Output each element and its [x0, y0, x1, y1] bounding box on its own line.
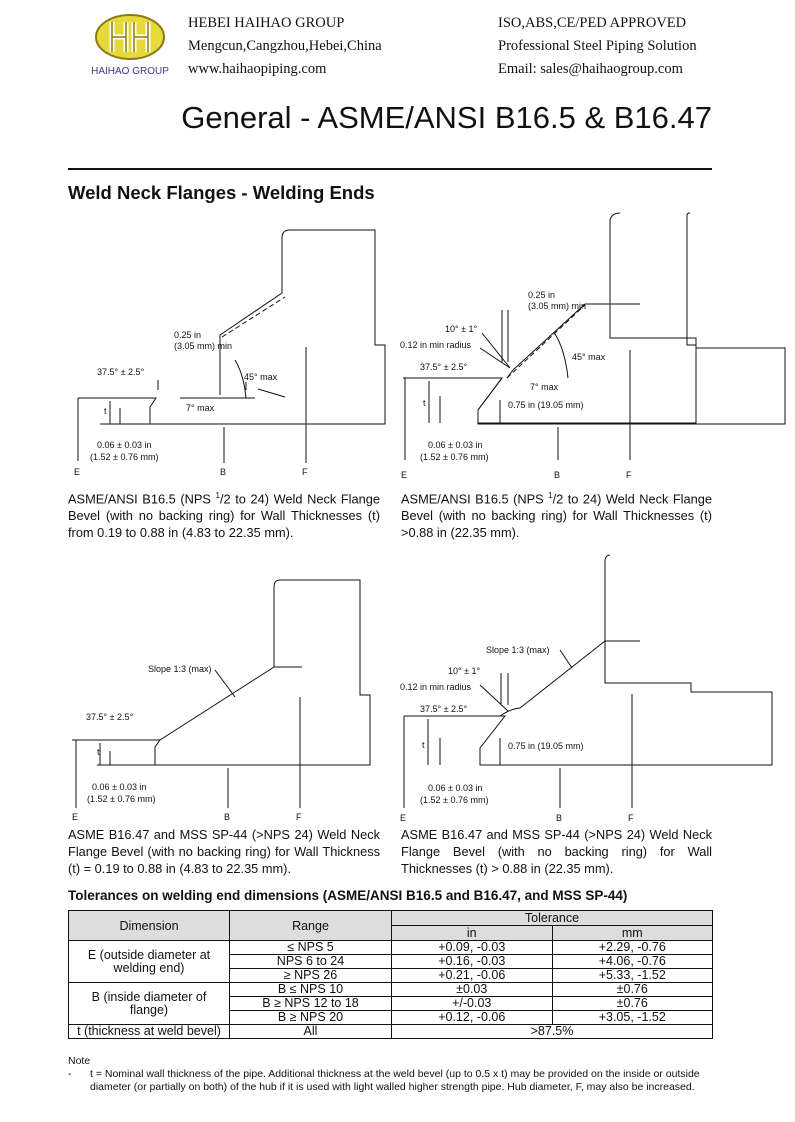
t-label: t — [422, 740, 425, 750]
approval-text: ISO,ABS,CE/PED APPROVED — [498, 15, 687, 31]
b-label: B — [556, 813, 563, 823]
bevel-angle-label: 37.5° ± 2.5° — [86, 712, 134, 722]
b-label: B — [554, 470, 561, 480]
land-label: 0.06 ± 0.03 in — [428, 783, 483, 793]
b-label: B — [224, 812, 231, 822]
e-label: E — [74, 467, 81, 477]
header-dimension: Dimension — [69, 911, 230, 941]
note-label: Note — [68, 1055, 91, 1067]
table-row: ≥ NPS 26 +0.21, -0.06 +5.33, -1.52 — [69, 969, 713, 983]
land-label: 0.06 ± 0.03 in — [428, 440, 483, 450]
caption-1: ASME/ANSI B16.5 (NPS $^1$/2 to 24) Weld Neck Flange Bevel (with no backing ring) for Wall Thicknesses (t) from 0.19 to 0.88 in (4.83 to 22.35 mm). — [68, 491, 380, 541]
email-text[interactable]: Email: sales@haihaogroup.com — [498, 61, 683, 77]
company-info — [188, 12, 382, 81]
header-in: in — [392, 926, 553, 941]
wall-mm-label: (3.05 mm) min — [528, 301, 587, 311]
dim-e-label: E (outside diameter at welding end) — [69, 941, 230, 983]
figure-b1647-thin-wall — [70, 575, 390, 825]
dim-075-label: 0.75 in (19.05 mm) — [508, 741, 584, 751]
table-row: t (thickness at weld bevel) All >87.5% — [69, 1025, 713, 1039]
f-label: F — [628, 813, 634, 823]
caption-3: ASME B16.47 and MSS SP-44 (>NPS 24) Weld Neck Flange Bevel (with no backing ring) for Wall Thickness (t) = 0.19 to 0.88 in (4.83 to 22.35 mm). — [68, 827, 380, 876]
e-label: E — [400, 813, 407, 823]
f-label: F — [626, 470, 632, 480]
haihao-logo — [90, 12, 170, 80]
table-row: B ≥ NPS 20 +0.12, -0.06 +3.05, -1.52 — [69, 1011, 713, 1025]
figure-b165-thin-wall — [70, 225, 390, 480]
bevel-angle-label: 37.5° ± 2.5° — [97, 367, 145, 377]
land-mm-label: (1.52 ± 0.76 mm) — [420, 452, 489, 462]
header-mm: mm — [552, 926, 713, 941]
header-tolerance: Tolerance — [392, 911, 713, 926]
dim-t-label: t (thickness at weld bevel) — [69, 1025, 230, 1039]
t-label: t — [423, 398, 426, 408]
page-title: General - ASME/ANSI B16.5 & B16.47 — [181, 100, 712, 135]
wall-label: 0.25 in — [174, 330, 202, 340]
bevel-angle-label: 37.5° ± 2.5° — [420, 362, 468, 372]
land-label: 0.06 ± 0.03 in — [97, 440, 152, 450]
figure-b1647-thick-wall — [400, 553, 720, 825]
land-mm-label: (1.52 ± 0.76 mm) — [87, 794, 156, 804]
logo-text: HAIHAO GROUP — [91, 66, 169, 77]
wall-mm-label: (3.05 mm) min — [174, 341, 233, 351]
t-label: t — [97, 747, 100, 757]
table-row: E (outside diameter at welding end) ≤ NPS 5 +0.09, -0.03 +2.29, -0.76 — [69, 941, 713, 955]
company-address: Mengcun,Cangzhou,Hebei,China — [188, 38, 382, 54]
b-label: B — [220, 467, 227, 477]
land-mm-label: (1.52 ± 0.76 mm) — [90, 452, 159, 462]
slope-label: Slope 1:3 (max) — [148, 664, 212, 674]
dim-b-label: B (inside diameter of flange) — [69, 983, 230, 1025]
caption-2: ASME/ANSI B16.5 (NPS $^1$/2 to 24) Weld Neck Flange Bevel (with no backing ring) for Wall Thicknesses (t) >0.88 in (22.35 mm). — [401, 491, 712, 541]
angle-7-label: 7° max — [186, 403, 215, 413]
table-title: Tolerances on welding end dimensions (ASME/ANSI B16.5 and B16.47, and MSS SP-44) — [68, 888, 628, 903]
dim-075-label: 0.75 in (19.05 mm) — [508, 400, 584, 410]
title-divider — [68, 168, 712, 170]
table-row: B (inside diameter of flange) B ≤ NPS 10 ±0.03 ±0.76 — [69, 983, 713, 997]
note-bullet: - — [68, 1068, 72, 1080]
f-label: F — [302, 467, 308, 477]
t-label: t — [104, 406, 107, 416]
company-contact — [498, 12, 697, 81]
company-name: HEBEI HAIHAO GROUP — [188, 15, 345, 31]
land-mm-label: (1.52 ± 0.76 mm) — [420, 795, 489, 805]
angle-45-label: 45° max — [244, 372, 278, 382]
wall-label: 0.25 in — [528, 290, 556, 300]
bevel-angle-label: 37.5° ± 2.5° — [420, 704, 468, 714]
e-label: E — [72, 812, 79, 822]
figure-b165-thick-wall — [400, 210, 720, 480]
note — [68, 1055, 718, 1094]
caption-4: ASME B16.47 and MSS SP-44 (>NPS 24) Weld Neck Flange Bevel (with no backing ring) for Wall Thicknesses (t) > 0.88 in (22.35 mm). — [401, 827, 712, 876]
radius-label: 0.12 in min radius — [400, 682, 472, 692]
angle-10-label: 10° ± 1° — [448, 666, 481, 676]
angle-7-label: 7° max — [530, 382, 559, 392]
land-label: 0.06 ± 0.03 in — [92, 782, 147, 792]
header-range: Range — [230, 911, 392, 941]
radius-label: 0.12 in min radius — [400, 340, 472, 350]
tolerance-table — [68, 910, 713, 1039]
section-title: Weld Neck Flanges - Welding Ends — [68, 182, 375, 203]
e-label: E — [401, 470, 408, 480]
f-label: F — [296, 812, 302, 822]
note-text: t = Nominal wall thickness of the pipe. Additional thickness at the weld bevel (up to 0.5 x t) may be provided on the inside or outside diameter (or partially on both) of the hub if it is used with light walled higher strength pipe. Hub diameter, F, may also be increased. — [90, 1068, 700, 1093]
slope-label: Slope 1:3 (max) — [486, 645, 550, 655]
slogan-text: Professional Steel Piping Solution — [498, 38, 697, 54]
table-row: B ≥ NPS 12 to 18 +/-0.03 ±0.76 — [69, 997, 713, 1011]
company-website[interactable]: www.haihaopiping.com — [188, 61, 327, 77]
angle-10-label: 10° ± 1° — [445, 324, 478, 334]
table-row: NPS 6 to 24 +0.16, -0.03 +4.06, -0.76 — [69, 955, 713, 969]
angle-45-label: 45° max — [572, 352, 606, 362]
